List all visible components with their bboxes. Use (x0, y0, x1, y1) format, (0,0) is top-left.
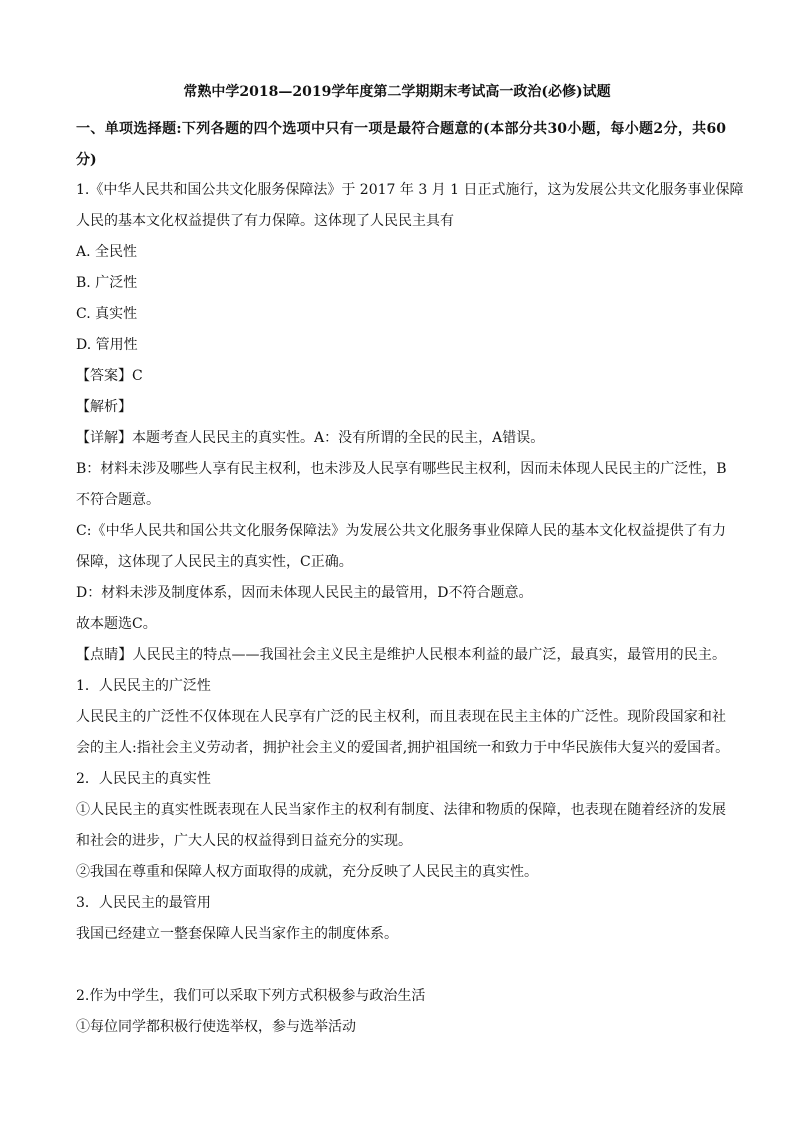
q1-dianjing-line-8: ②我国在尊重和保障人权方面取得的成就，充分反映了人民民主的真实性。 (76, 864, 538, 880)
q1-dianjing-line-5: 2．人民民主的真实性 (76, 771, 211, 787)
section-heading-line-2: 分) (76, 152, 97, 168)
q1-stem-line-2: 人民的基本文化权益提供了有力保障。这体现了人民民主具有 (76, 213, 454, 229)
exam-title: 常熟中学2018—2019学年度第二学期期末考试高一政治(必修)试题 (183, 84, 611, 100)
q1-detail-line-6: D：材料未涉及制度体系，因而未体现人民民主的最管用，D不符合题意。 (76, 585, 533, 601)
q1-dianjing-line-10: 我国已经建立一整套保障人民当家作主的制度体系。 (76, 926, 398, 942)
blank-line (76, 950, 726, 981)
q1-dianjing-line-9: 3．人民民主的最管用 (76, 895, 211, 911)
q1-dianjing-line-6: ①人民民主的真实性既表现在人民当家作主的权利有制度、法律和物质的保障，也表现在随着经济的发展 (76, 802, 726, 818)
q1-analysis-label: 【解析】 (76, 399, 132, 415)
question-body (76, 175, 744, 1043)
q1-answer: 【答案】C (76, 368, 143, 384)
q1-option-d: D. 管用性 (76, 337, 138, 353)
q1-detail-line-7: 故本题选C。 (76, 616, 157, 632)
section-heading-line-1: 一、单项选择题:下列各题的四个选项中只有一项是最符合题意的(本部分共30小题，每小题2分，共60 (76, 121, 726, 137)
q1-option-c: C. 真实性 (76, 306, 138, 322)
q1-dianjing-line-7: 和社会的进步，广大人民的权益得到日益充分的实现。 (76, 833, 412, 849)
q1-stem-line-1: 1.《中华人民共和国公共文化服务保障法》于 2017 年 3 月 1 日正式施行，这为发展公共文化服务事业保障 (76, 182, 744, 198)
q1-option-b: B. 广泛性 (76, 275, 138, 291)
q1-option-a: A. 全民性 (76, 244, 138, 260)
q2-item-1: ①每位同学都积极行使选举权，参与选举活动 (76, 1019, 356, 1035)
q1-detail-line-5: 保障，这体现了人民民主的真实性，C正确。 (76, 554, 353, 570)
section-heading (76, 114, 726, 176)
q1-detail-line-1: 【详解】本题考查人民民主的真实性。A：没有所谓的全民的民主，A错误。 (76, 430, 545, 446)
q1-detail-line-3: 不符合题意。 (76, 492, 160, 508)
q1-dianjing-line-4: 会的主人:指社会主义劳动者，拥护社会主义的爱国者,拥护祖国统一和致力于中华民族伟大复兴的爱国者。 (76, 740, 730, 756)
q1-dianjing-line-3: 人民民主的广泛性不仅体现在人民享有广泛的民主权利，而且表现在民主主体的广泛性。现阶段国家和社 (76, 709, 726, 725)
q1-detail-line-4: C:《中华人民共和国公共文化服务保障法》为发展公共文化服务事业保障人民的基本文化权益提供了有力 (76, 523, 726, 539)
q1-dianjing-line-2: 1．人民民主的广泛性 (76, 678, 211, 694)
q1-dianjing-line-1: 【点睛】人民民主的特点——我国社会主义民主是维护人民根本利益的最广泛，最真实，最管用的民主。 (76, 647, 726, 663)
q2-stem: 2.作为中学生，我们可以采取下列方式积极参与政治生活 (76, 988, 426, 1004)
q1-detail-line-2: B：材料未涉及哪些人享有民主权利，也未涉及人民享有哪些民主权利，因而未体现人民民主的广泛性，B (76, 461, 727, 477)
